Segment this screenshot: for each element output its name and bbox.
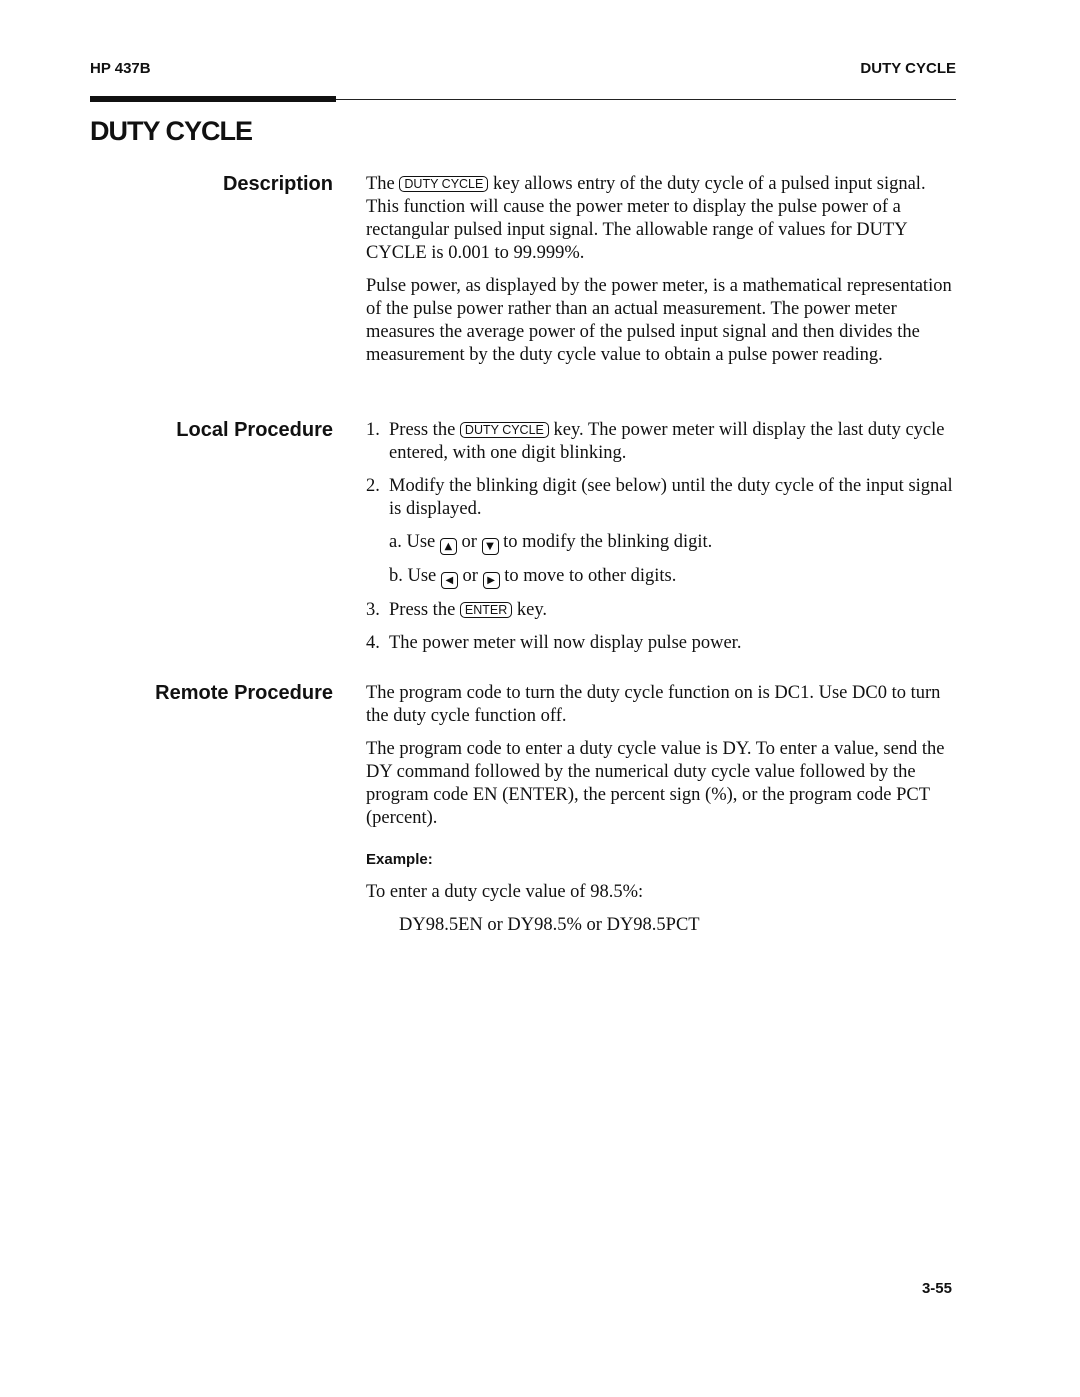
text: b. Use [389,566,437,586]
text: to modify the blinking digit. [503,532,713,552]
header-rule-bar [90,96,336,102]
example-text: To enter a duty cycle value of 98.5%: [366,882,644,902]
step-number: 1. [366,420,380,440]
local-procedure-section [366,419,961,665]
text: key. The power meter will display the last duty cycle entered, with one digit blinking. [389,420,945,463]
step-4 [366,632,961,655]
text: The [366,174,395,194]
down-arrow-key-icon: ▼ [482,538,499,555]
text: key. [516,600,548,620]
page-title: DUTY CYCLE [90,116,253,146]
text: a. Use [389,532,436,552]
text: or [461,532,477,552]
text: to move to other digits. [504,566,677,586]
duty-cycle-key: DUTY CYCLE [399,176,488,192]
step-number: 3. [366,600,380,620]
remote-paragraph-2: The program code to enter a duty cycle value is DY. To enter a value, send the DY command followed by the numerical duty cycle value followed by the program code EN (ENTER), the percent sign (%), or the program code PCT (percent). [366,739,945,828]
text: key allows entry of the duty cycle of a pulsed input signal. This function will cause the power meter to display the pulse power of a rectangular pulsed input signal. The allowable range of values for DUTY CYCLE is 0.001 to 99.999%. [366,174,926,263]
step-2a [366,531,961,555]
text: Modify the blinking digit (see below) until the duty cycle of the input signal is displayed. [389,476,953,519]
text: The power meter will now display pulse power. [389,633,742,653]
step-3 [366,599,961,622]
description-section [366,173,961,377]
duty-cycle-key: DUTY CYCLE [460,422,549,438]
remote-procedure-section [366,682,961,947]
example-heading: Example: [366,851,433,868]
step-2b [366,565,961,589]
page-number: 3-55 [921,1280,952,1297]
text: Press the [389,420,456,440]
right-arrow-key-icon: ▶ [483,572,500,589]
remote-procedure-heading: Remote Procedure [155,682,333,704]
enter-key: ENTER [460,602,512,618]
header-model: HP 437B [90,60,151,77]
text: Press the [389,600,456,620]
step-2 [366,475,961,521]
up-arrow-key-icon: ▲ [440,538,457,555]
header-section: DUTY CYCLE [860,60,956,77]
text: or [462,566,478,586]
left-arrow-key-icon: ◀ [441,572,458,589]
description-heading: Description [222,173,333,195]
step-number: 4. [366,633,380,653]
description-paragraph-2: Pulse power, as displayed by the power meter, is a mathematical representation of the pulse power rather than an actual measurement. The power meter measures the average power of the pulsed input signal and then divides the measurement by the duty cycle value to obtain a pulse power reading. [366,276,952,365]
example-code: DY98.5EN or DY98.5% or DY98.5PCT [399,915,700,935]
local-procedure-heading: Local Procedure [176,419,333,441]
description-paragraph-1 [366,173,961,265]
step-1 [366,419,961,465]
remote-paragraph-1: The program code to turn the duty cycle function on is DC1. Use DC0 to turn the duty cycle function off. [366,683,941,726]
step-number: 2. [366,476,380,496]
